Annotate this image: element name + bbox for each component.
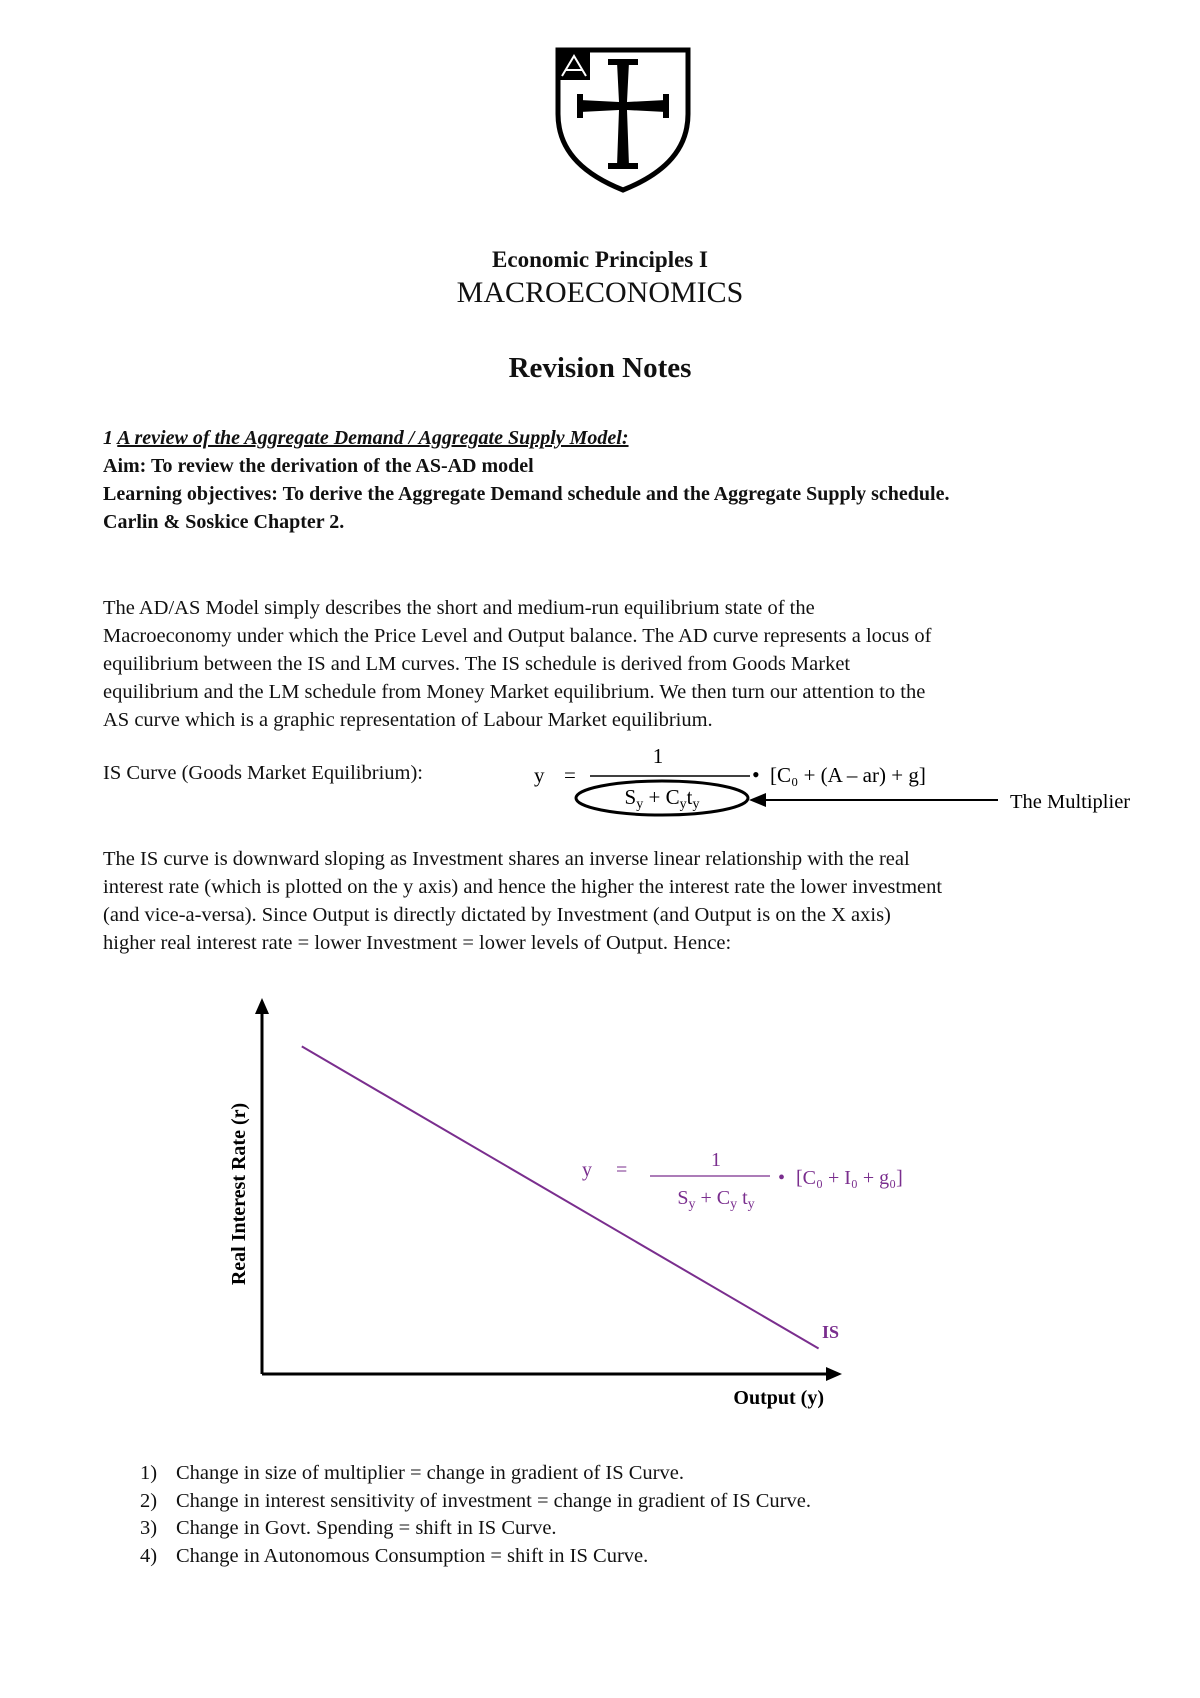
is-equation — [520, 738, 1160, 818]
is-slope-paragraph: The IS curve is downward sloping as Investment shares an inverse linear relationship with the real interest rate (which is plotted on the y axis) and hence the higher the interest rate the lower investment (and vice-a-versa). Since Output is directly dictated by Investment (and Output is on the X axis) higher real interest rate = lower Investment = lower levels of Output. Hence: — [103, 848, 943, 954]
y-axis-label: Real Interest Rate (r) — [228, 1102, 250, 1286]
eq-lhs: y — [534, 763, 545, 787]
is-shift-list — [140, 1460, 811, 1570]
list-item: 4) Change in Autonomous Consumption = shift in IS Curve. — [140, 1544, 649, 1567]
section-aim: Aim: To review the derivation of the AS-AD model — [103, 455, 534, 477]
x-axis-arrow — [826, 1367, 842, 1381]
x-axis-label: Output (y) — [733, 1387, 824, 1409]
svg-text:[C₀ + I₀ + g₀]: [C₀ + I₀ + g₀] — [796, 1167, 903, 1189]
eq-numerator: 1 — [652, 744, 664, 768]
eq-equals: = — [564, 763, 576, 787]
document-title: Revision Notes — [508, 352, 692, 384]
chart-equation — [582, 1149, 903, 1212]
multiplier-annotation: The Multiplier — [1010, 791, 1131, 813]
svg-text:=: = — [616, 1159, 628, 1181]
list-item: 1) Change in size of multiplier = change in gradient of IS Curve. — [140, 1462, 684, 1484]
learning-objectives: Learning objectives: To derive the Aggregate Demand schedule and the Aggregate Supply schedule. — [103, 483, 950, 505]
college-crest-logo — [548, 44, 698, 194]
course-name: Economic Principles I — [492, 247, 708, 272]
list-item: 2) Change in interest sensitivity of investment = change in gradient of IS Curve. — [140, 1489, 811, 1512]
eq-rhs: [C₀ + (A – ar) + g] — [770, 763, 926, 787]
svg-text:1: 1 — [711, 1149, 721, 1171]
svg-text:Sy + Cy ty: $S_y + C_y$ $t_y$ — [677, 1187, 755, 1212]
reading-reference: Carlin & Soskice Chapter 2. — [103, 511, 345, 533]
is-curve-label: IS — [822, 1322, 840, 1342]
svg-text:y: y — [582, 1159, 592, 1181]
is-curve-chart — [210, 994, 970, 1434]
section-header — [103, 424, 1103, 536]
svg-text:Sy + Cyty: Sy + Cyty — [624, 785, 700, 812]
svg-text:•: • — [778, 1167, 786, 1189]
y-axis-arrow — [255, 998, 269, 1014]
list-item: 3) Change in Govt. Spending = shift in IS Curve. — [140, 1517, 557, 1539]
intro-paragraph: The AD/AS Model simply describes the short and medium-run equilibrium state of the Macroeconomy under which the Price Level and Output balance. The AD curve represents a locus of equilibrium between the IS and LM curves. The IS schedule is derived from Goods Market equilibrium and the LM schedule from Money Market equilibrium. We then turn our attention to the AS curve which is a graphic representation of Labour Market equilibrium. — [103, 597, 932, 731]
section-heading: 1 A review of the Aggregate Demand / Aggregate Supply Model: — [103, 427, 629, 449]
is-curve-label: IS Curve (Goods Market Equilibrium): — [103, 762, 423, 784]
eq-bullet: • — [752, 762, 760, 787]
subject-title: MACROECONOMICS — [456, 276, 744, 309]
